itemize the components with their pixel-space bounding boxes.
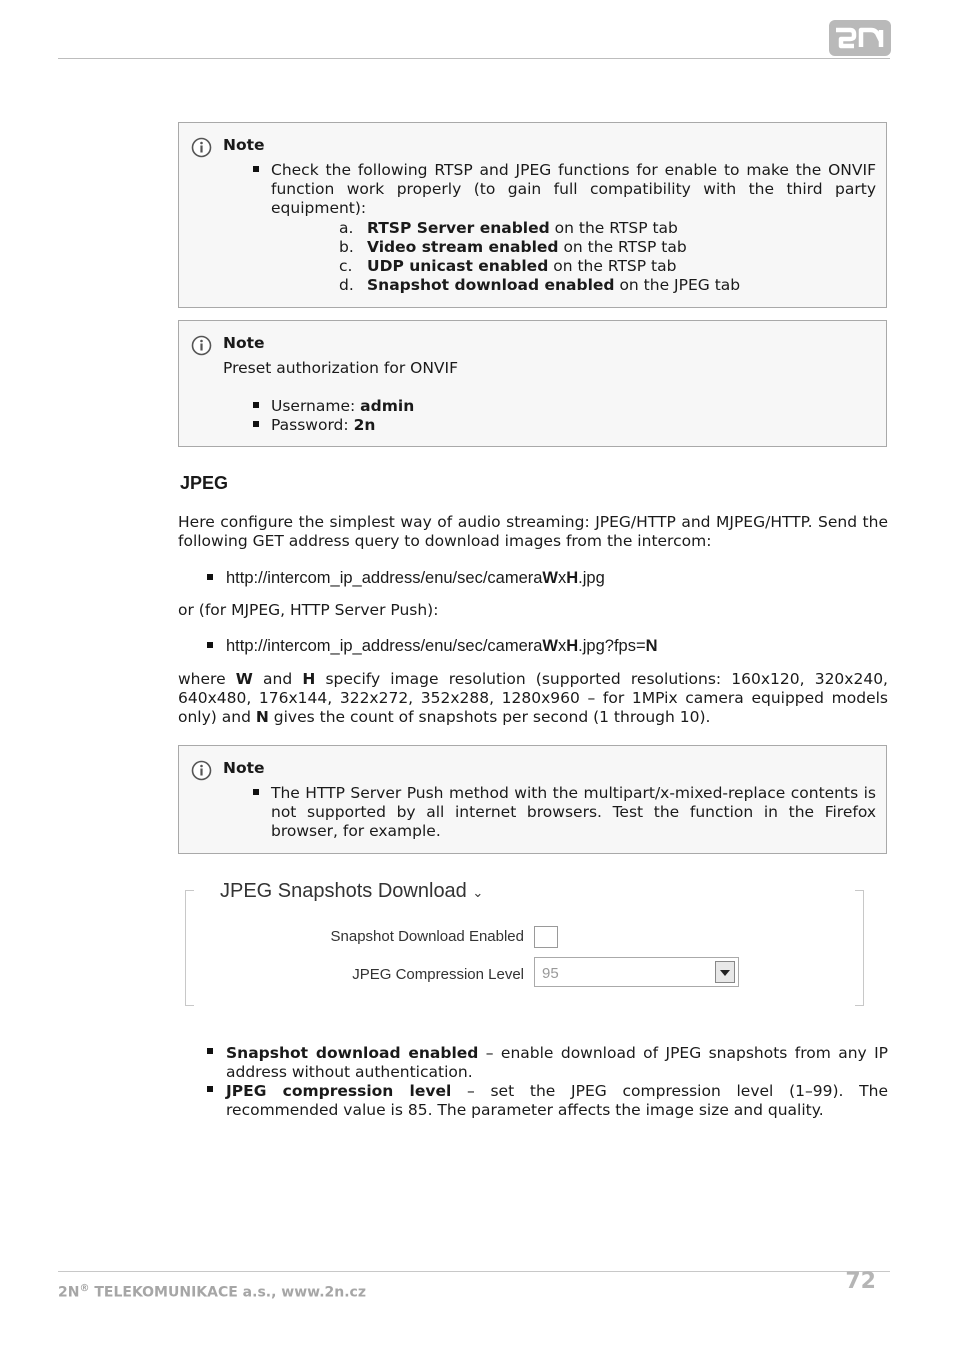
form-frame-left [185, 890, 194, 1006]
list-item: a. RTSP Server enabled on the RTSP tab [339, 219, 678, 237]
compression-level-select[interactable] [534, 957, 739, 987]
resolution-paragraph: where W and H specify image resolution (supported resolutions: 160x120, 320x240, 640x480, 176x144, 322x272, 352x288, 1280x960 – for 1MPix camera equipped models only) and N gives the count of snapshots per second (1 through 10). [178, 670, 888, 726]
bullet-marker [207, 574, 213, 580]
mjpeg-intro: or (for MJPEG, HTTP Server Push): [178, 601, 439, 619]
note-title: Note [223, 759, 265, 777]
info-icon [191, 335, 212, 356]
username-line: Username: admin [271, 397, 415, 415]
note-text: The HTTP Server Push method with the multipart/x-mixed-replace contents is not supported by all internet browsers. Test the function in the Firefox browser, for example. [271, 784, 876, 840]
password-line: Password: 2n [271, 416, 376, 434]
bullet-marker [253, 166, 259, 172]
footer-divider [58, 1271, 890, 1272]
note-title: Note [223, 136, 265, 154]
bullet-marker [207, 642, 213, 648]
section-heading-jpeg: JPEG [180, 473, 229, 493]
note-text: Preset authorization for ONVIF [223, 359, 459, 377]
bullet-marker [207, 1048, 213, 1054]
bullet-compression-level: JPEG compression level – set the JPEG compression level (1–99). The recommended value is 85. The parameter affects the image size and quality. [226, 1082, 888, 1119]
note-text: Check the following RTSP and JPEG functions for enable to make the ONVIF function work properly (to gain full compatibility with the third party equipment): [271, 161, 876, 217]
note-box-onvif-functions [178, 122, 887, 308]
function-list [339, 219, 799, 295]
note-title: Note [223, 334, 265, 352]
snapshot-download-label: Snapshot Download Enabled [330, 928, 524, 945]
list-item: b. Video stream enabled on the RTSP tab [339, 238, 687, 256]
dropdown-arrow-icon[interactable] [715, 961, 735, 983]
list-item: d. Snapshot download enabled on the JPEG tab [339, 276, 741, 294]
footer-company: 2N® TELEKOMUNIKACE a.s., www.2n.cz [58, 1283, 366, 1301]
chevron-down-icon: ⌄ [472, 885, 484, 900]
note-box-server-push [178, 745, 887, 854]
bullet-marker [253, 402, 259, 408]
list-item: c. UDP unicast enabled on the RTSP tab [339, 257, 677, 275]
brand-logo [828, 19, 892, 57]
bullet-marker [253, 789, 259, 795]
jpeg-url: http://intercom_ip_address/enu/sec/cameraWxH.jpg [226, 569, 605, 587]
mjpeg-url: http://intercom_ip_address/enu/sec/cameraWxH.jpg?fps=N [226, 637, 658, 655]
compression-level-value: 95 [542, 965, 559, 982]
compression-level-label: JPEG Compression Level [352, 966, 524, 983]
bullet-marker [207, 1086, 213, 1092]
form-section-header[interactable]: JPEG Snapshots Download ⌄ [220, 880, 484, 902]
page-number: 72 [845, 1269, 876, 1294]
form-frame-right [855, 890, 864, 1006]
bullet-snapshot-download: Snapshot download enabled – enable download of JPEG snapshots from any IP address without authentication. [226, 1044, 888, 1081]
info-icon [191, 760, 212, 781]
info-icon [191, 137, 212, 158]
header-divider [58, 58, 890, 59]
note-box-onvif-auth [178, 320, 887, 447]
jpeg-intro-paragraph: Here configure the simplest way of audio streaming: JPEG/HTTP and MJPEG/HTTP. Send the following GET address query to download images from the intercom: [178, 513, 888, 550]
snapshot-download-checkbox[interactable] [534, 926, 558, 948]
bullet-marker [253, 421, 259, 427]
